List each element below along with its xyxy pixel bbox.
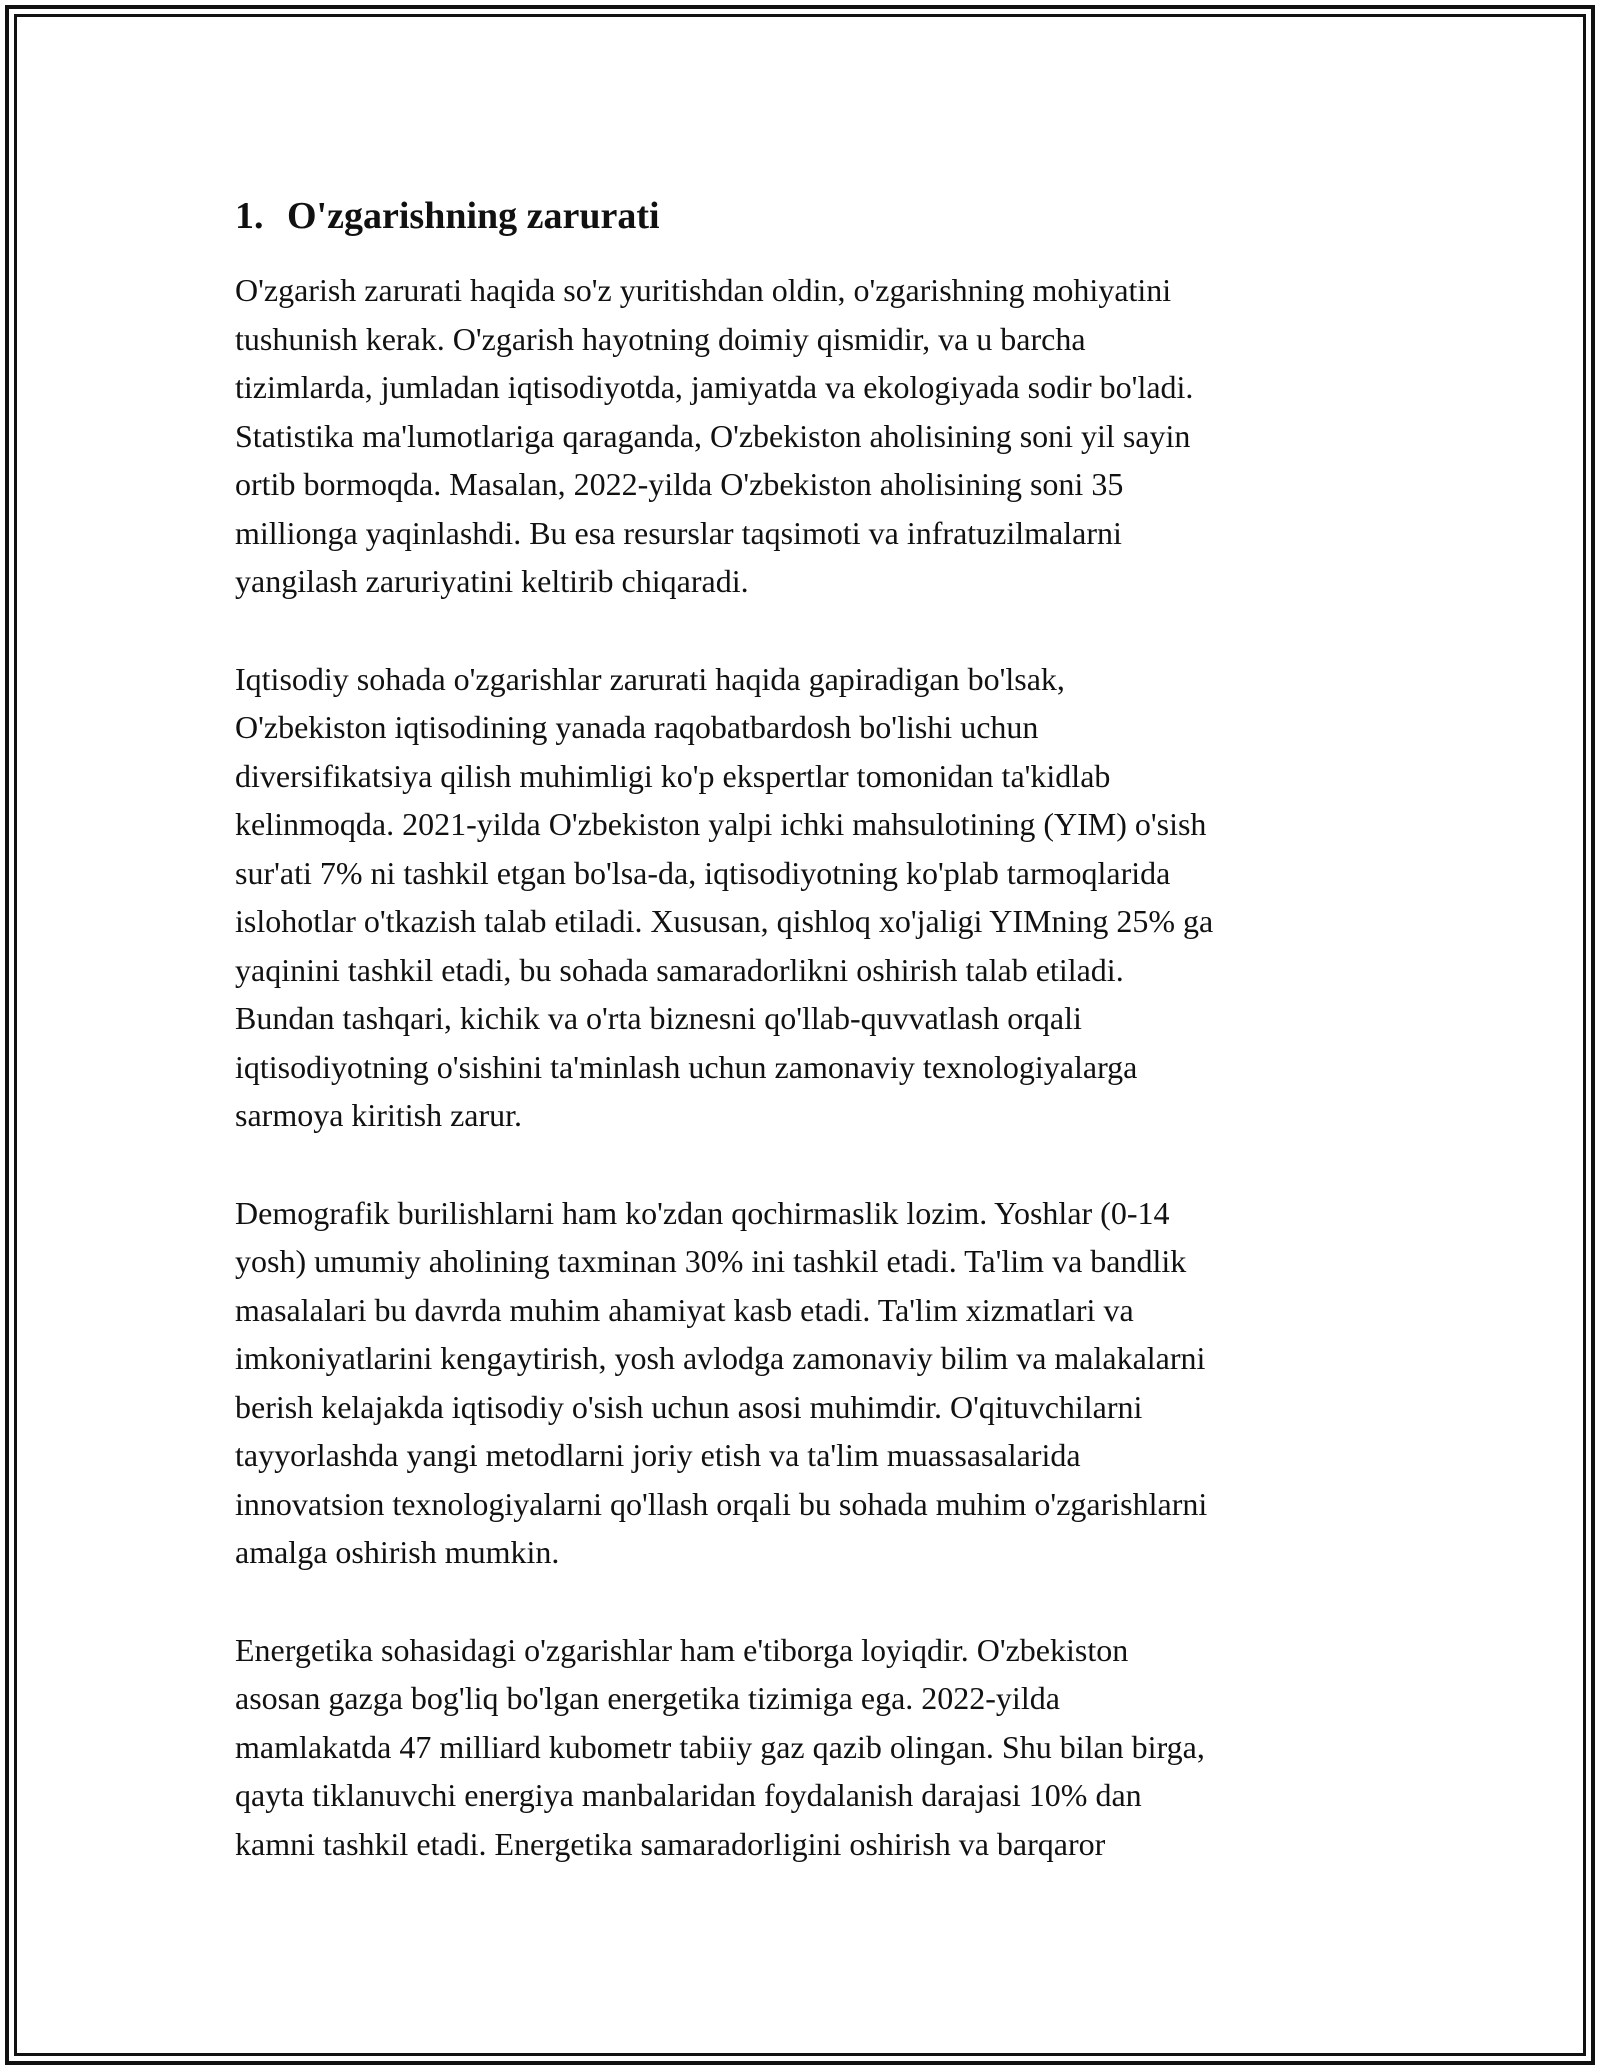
text-line: millionga yaqinlashdi. Bu esa resurslar taqsimoti va infratuzilmalarni <box>235 514 1122 551</box>
paragraph <box>235 655 1365 1140</box>
text-line: kelinmoqda. 2021-yilda O'zbekiston yalpi ichki mahsulotining (YIM) o'sish <box>235 806 1207 842</box>
text-line: yangilash zaruriyatini keltirib chiqaradi. <box>235 563 749 599</box>
text-line: qayta tiklanuvchi energiya manbalaridan foydalanish darajasi 10% dan <box>235 1777 1142 1813</box>
section-heading <box>235 188 1365 244</box>
text-line: tizimlarda, jumladan iqtisodiyotda, jamiyatda va ekologiyada sodir bo'ladi. <box>235 369 1194 405</box>
text-line: Bundan tashqari, kichik va o'rta biznesni qo'llab-quvvatlash orqali <box>235 1000 1082 1036</box>
text-line: kamni tashkil etadi. Energetika samaradorligini oshirish va barqaror <box>235 1825 1106 1862</box>
text-line: sarmoya kiritish zarur. <box>235 1097 523 1133</box>
text-line: tayyorlashda yangi metodlarni joriy etish va ta'lim muassasalarida <box>235 1437 1081 1473</box>
text-line: diversifikatsiya qilish muhimligi ko'p ekspertlar tomonidan ta'kidlab <box>235 757 1111 794</box>
text-line: sur'ati 7% ni tashkil etgan bo'lsa-da, iqtisodiyotning ko'plab tarmoqlarida <box>235 854 1171 891</box>
text-line: amalga oshirish mumkin. <box>235 1534 560 1570</box>
text-line: Demografik burilishlarni ham ko'zdan qochirmaslik lozim. Yoshlar (0-14 <box>235 1194 1170 1231</box>
paragraph <box>235 1189 1365 1577</box>
text-line: tushunish kerak. O'zgarish hayotning doimiy qismidir, va u barcha <box>235 320 1086 357</box>
paragraph <box>235 266 1365 606</box>
text-line: ortib bormoqda. Masalan, 2022-yilda O'zbekiston aholisining soni 35 <box>235 466 1124 502</box>
section-number: 1. <box>235 195 264 237</box>
text-line: Statistika ma'lumotlariga qaraganda, O'zbekiston aholisining soni yil sayin <box>235 417 1191 454</box>
text-line: O'zbekiston iqtisodining yanada raqobatbardosh bo'lishi uchun <box>235 709 1039 745</box>
text-line: imkoniyatlarini kengaytirish, yosh avlodga zamonaviy bilim va malakalarni <box>235 1340 1206 1376</box>
text-line: yaqinini tashkil etadi, bu sohada samaradorlikni oshirish talab etiladi. <box>235 951 1124 988</box>
paragraph <box>235 1626 1365 1869</box>
text-line: innovatsion texnologiyalarni qo'llash orqali bu sohada muhim o'zgarishlarni <box>235 1485 1208 1522</box>
text-line: islohotlar o'tkazish talab etiladi. Xususan, qishloq xo'jaligi YIMning 25% ga <box>235 903 1214 939</box>
text-line: asosan gazga bog'liq bo'lgan energetika tizimiga ega. 2022-yilda <box>235 1680 1060 1716</box>
text-line: iqtisodiyotning o'sishini ta'minlash uchun zamonaviy texnologiyalarga <box>235 1048 1138 1085</box>
text-line: O'zgarish zarurati haqida so'z yuritishdan oldin, o'zgarishning mohiyatini <box>235 272 1172 308</box>
section-title: O'zgarishning zarurati <box>287 195 660 237</box>
document-body <box>235 188 1365 1917</box>
text-line: Energetika sohasidagi o'zgarishlar ham e'tiborga loyiqdir. O'zbekiston <box>235 1631 1129 1668</box>
text-line: berish kelajakda iqtisodiy o'sish uchun asosi muhimdir. O'qituvchilarni <box>235 1388 1143 1425</box>
text-line: mamlakatda 47 milliard kubometr tabiiy gaz qazib olingan. Shu bilan birga, <box>235 1728 1205 1765</box>
text-line: masalalari bu davrda muhim ahamiyat kasb etadi. Ta'lim xizmatlari va <box>235 1291 1134 1328</box>
text-line: yosh) umumiy aholining taxminan 30% ini tashkil etadi. Ta'lim va bandlik <box>235 1243 1187 1279</box>
text-line: Iqtisodiy sohada o'zgarishlar zarurati haqida gapiradigan bo'lsak, <box>235 660 1065 697</box>
